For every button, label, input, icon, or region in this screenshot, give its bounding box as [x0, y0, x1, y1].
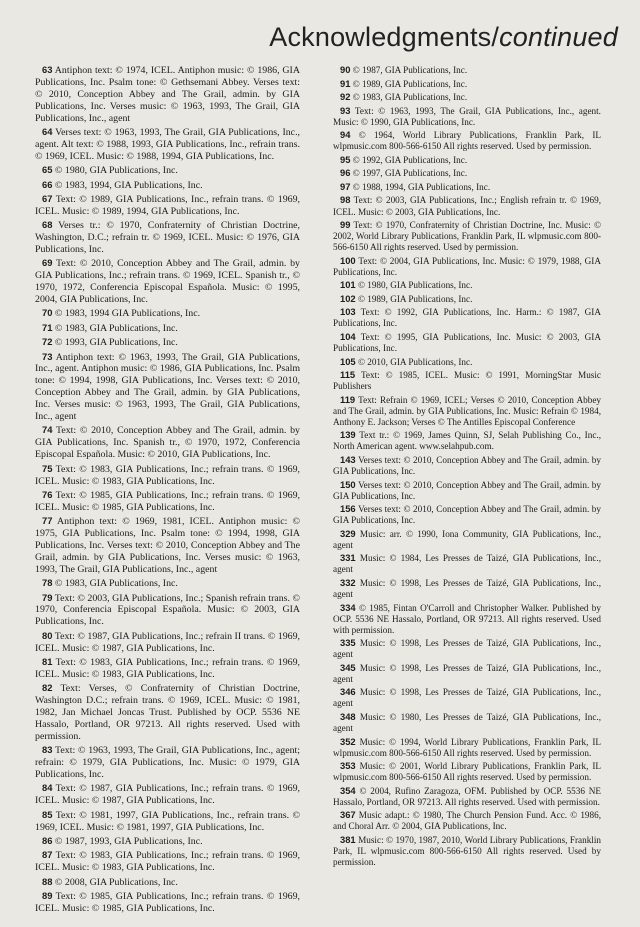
entry-text: Text: © 2003, GIA Publications, Inc.; Spanish refrain trans. © 1970, Conferencia Episcopal Española. Music: © 2003, GIA Publications, Inc.: [35, 592, 300, 628]
entry-text: Antiphon text: © 1969, 1981, ICEL. Antiphon music: © 1975, GIA Publications, Inc. Psalm tone: © 1994, 1998, GIA Publications, Inc. Verses text: © 2010, Conception Abbey and The Grail, admin. by GIA Publications, Inc. Verses music: © 1963, 1993, The Grail, GIA Publications, Inc., agent: [35, 516, 300, 575]
acknowledgment-entry: [333, 78, 601, 90]
entry-text: Antiphon text: © 1974, ICEL. Antiphon music: © 1986, GIA Publications, Inc. Psalm tone: © Gethsemani Abbey. Verses text: © 2010, Conception Abbey and The Grail, admin. by GIA Publications, Inc. Verses music: © 1963, 1993, The Grail, GIA Publications, Inc., agent: [35, 65, 300, 124]
entry-number: 68: [42, 219, 53, 231]
acknowledgment-entry: [35, 577, 300, 590]
acknowledgment-entry: [35, 126, 300, 163]
acknowledgment-entry: [35, 592, 300, 629]
entry-text: Text: © 1995, GIA Publications, Inc. Music: © 2003, GIA Publications, Inc.: [333, 331, 601, 354]
entry-number: 83: [42, 744, 53, 756]
entry-text: Music: © 2001, World Library Publications, Franklin Park, IL wlpmusic.com 800-566-6150 All rights reserved. Used by permission.: [333, 761, 601, 783]
entry-number: 81: [42, 655, 53, 667]
entry-number: 82: [42, 682, 53, 694]
page-title-continued: continued: [499, 22, 618, 52]
entry-number: 334: [340, 601, 356, 613]
entry-number: 74: [42, 424, 53, 436]
entry-number: 150: [340, 478, 356, 490]
page-title-main: Acknowledgments/: [269, 22, 500, 52]
entry-text: © 1983, GIA Publications, Inc.: [352, 92, 468, 103]
entry-number: 85: [42, 808, 53, 820]
acknowledgment-entry: [35, 307, 300, 320]
entry-text: © 2010, GIA Publications, Inc.: [357, 356, 473, 367]
entry-number: 105: [340, 355, 356, 367]
entry-text: © 2008, GIA Publications, Inc.: [54, 876, 178, 888]
entry-text: Text: © 2003, GIA Publications, Inc.; English refrain tr. © 1969, ICEL. Music: © 2003, GIA Publications, Inc.: [333, 195, 601, 217]
acknowledgment-entry: [333, 662, 601, 685]
acknowledgment-entry: [35, 744, 300, 781]
acknowledgment-entry: [35, 515, 300, 575]
acknowledgment-entry: [333, 167, 601, 179]
entry-text: Music: © 1998, Les Presses de Taizé, GIA Publications, Inc., agent: [333, 638, 602, 660]
entry-text: Text: © 1985, GIA Publications, Inc.; refrain trans. © 1969, ICEL. Music: © 1985, GIA Publications, Inc.: [35, 489, 300, 513]
page-title: [269, 22, 618, 53]
entry-number: 78: [42, 577, 53, 589]
entry-text: Music adapt.: © 1980, The Church Pension Fund. Acc. © 1986, and Choral Arr. © 2004, GIA Publications, Inc.: [333, 810, 601, 832]
acknowledgment-entry: [35, 876, 300, 889]
acknowledgment-entry: [333, 356, 601, 368]
entry-text: Music: © 1980, Les Presses de Taizé, GIA Publications, Inc., agent: [333, 711, 602, 733]
entry-number: 331: [340, 552, 356, 564]
acknowledgment-entry: [333, 637, 601, 660]
entry-number: 72: [42, 336, 53, 348]
entry-text: © 1983, GIA Publications, Inc.: [54, 322, 178, 334]
entry-number: 329: [340, 527, 356, 539]
acknowledgment-entry: [333, 429, 601, 452]
entry-number: 63: [42, 64, 53, 75]
entry-text: Text: © 1963, 1993, The Grail, GIA Publications, Inc., agent. Music: © 1990, GIA Publications, Inc.: [333, 105, 601, 127]
acknowledgment-entry: [333, 394, 601, 428]
acknowledgment-entry: [35, 179, 300, 192]
acknowledgment-entry: [35, 351, 300, 423]
acknowledgment-entry: [333, 105, 601, 128]
entry-number: 79: [42, 591, 53, 603]
acknowledgment-entry: [333, 219, 601, 253]
entry-number: 92: [340, 91, 351, 103]
acknowledgment-entry: [333, 331, 601, 354]
acknowledgment-entry: [35, 164, 300, 177]
entry-text: Verses text: © 2010, Conception Abbey and The Grail, admin. by GIA Publications, Inc.: [333, 454, 601, 476]
acknowledgment-entry: [35, 322, 300, 335]
entry-text: Music: © 1970, 1987, 2010, World Library Publications, Franklin Park, IL wlpmusic.com 800-566-6150 All rights reserved. Used by permission.: [333, 834, 602, 867]
entry-number: 66: [42, 178, 53, 190]
acknowledgment-entry: [333, 809, 601, 832]
entry-text: Music: © 1998, Les Presses de Taizé, GIA Publications, Inc., agent: [333, 577, 602, 599]
entry-text: Verses text: © 2010, Conception Abbey and The Grail, admin. by GIA Publications, Inc.: [333, 479, 601, 501]
acknowledgment-entry: [333, 479, 601, 502]
entry-number: 88: [42, 875, 53, 887]
entry-text: © 1983, GIA Publications, Inc.: [54, 578, 178, 590]
acknowledgment-entry: [35, 219, 300, 256]
entry-number: 345: [340, 661, 356, 673]
entry-text: Text: © 1983, GIA Publications, Inc.; refrain trans. © 1969, ICEL. Music: © 1983, GIA Publications, Inc.: [35, 850, 300, 874]
entry-text: © 1983, 1994 GIA Publications, Inc.: [54, 308, 201, 320]
entry-text: Music: © 1998, Les Presses de Taizé, GIA Publications, Inc., agent: [333, 662, 602, 684]
entry-text: © 1997, GIA Publications, Inc.: [352, 168, 468, 179]
entry-number: 332: [340, 576, 356, 588]
acknowledgment-entry: [35, 782, 300, 807]
entry-number: 119: [340, 393, 356, 405]
entry-number: 67: [42, 192, 53, 204]
entry-number: 70: [42, 307, 53, 319]
entry-text: Text: © 1985, ICEL. Music: © 1991, MorningStar Music Publishers: [333, 370, 601, 392]
entry-text: Text: © 1970, Confraternity of Christian Doctrine, Inc. Music: © 2002, World Library Publications, Franklin Park, IL wlpmusic.com 800-566-6150 All rights reserved. Used by permission.: [333, 220, 601, 253]
entry-number: 353: [340, 760, 356, 772]
entry-number: 90: [340, 64, 351, 75]
entry-text: Text: © 1983, GIA Publications, Inc.; refrain trans. © 1969, ICEL. Music: © 1983, GIA Publications, Inc.: [35, 463, 300, 487]
acknowledgment-entry: [333, 711, 601, 734]
acknowledgment-entry: [333, 686, 601, 709]
entry-text: Text: © 1989, GIA Publications, Inc., refrain trans. © 1969, ICEL. Music: © 1989, 1994, GIA Publications, Inc.: [35, 193, 300, 217]
entry-text: © 1980, GIA Publications, Inc.: [54, 165, 178, 177]
acknowledgment-entry: [333, 369, 601, 392]
entry-number: 348: [340, 710, 356, 722]
entry-text: Antiphon text: © 1963, 1993, The Grail, GIA Publications, Inc., agent. Antiphon music: © 1986, GIA Publications, Inc. Psalm tone: © 1994, 1998, GIA Publications, Inc. Verses text: © 2010, Conception Abbey and The Grail, admin. by GIA Publications, Inc. Verses music: © 1963, 1993, The Grail, GIA Publications, Inc., agent: [35, 351, 300, 423]
acknowledgment-entry: [35, 656, 300, 681]
acknowledgment-entry: [35, 424, 300, 461]
entry-number: 97: [340, 180, 351, 192]
acknowledgment-entry: [333, 279, 601, 291]
entry-number: 95: [340, 153, 351, 165]
entry-text: Text: © 1963, 1993, The Grail, GIA Publications, Inc., agent; refrain: © 1979, GIA Publications, Inc. Music: © 1979, GIA Publications, Inc.: [35, 745, 301, 780]
entry-number: 115: [340, 369, 356, 381]
entry-text: Text: © 2010, Conception Abbey and The Grail, admin. by GIA Publications, Inc. Spanish tr., © 1970, 1972, Conferencia Episcopal Española. Music: © 2010, GIA Publications, Inc.: [35, 425, 300, 461]
entry-text: © 1964, World Library Publications, Franklin Park, IL wlpmusic.com 800-566-6150 All rights reserved. Used by permission.: [333, 130, 601, 152]
entry-text: © 1992, GIA Publications, Inc.: [352, 154, 468, 165]
entry-number: 80: [42, 629, 53, 641]
acknowledgment-entry: [35, 193, 300, 218]
entry-text: © 1985, Fintan O'Carroll and Christopher Walker. Published by OCP. 5536 NE Hassalo, Portland, OR 97213. All rights reserved. Used with permission.: [333, 602, 601, 635]
acknowledgment-entry: [333, 577, 601, 600]
entry-text: Verses text: © 2010, Conception Abbey and The Grail, admin. by GIA Publications, Inc.: [333, 504, 601, 526]
entry-text: Text: © 1987, GIA Publications, Inc.; refrain II trans. © 1969, ICEL. Music: © 1987, GIA Publications, Inc.: [35, 630, 300, 654]
right-column: [333, 64, 601, 870]
entry-text: Text: © 1992, GIA Publications, Inc. Harm.: © 1987, GIA Publications, Inc.: [333, 307, 601, 329]
acknowledgment-entry: [35, 257, 300, 306]
entry-text: Verses text: © 1963, 1993, The Grail, GIA Publications, Inc., agent. Alt text: © 1988, 1993, GIA Publications, Inc., refrain trans. © 1969, ICEL. Music: © 1988, 1994, GIA Publications, Inc.: [35, 126, 301, 162]
acknowledgment-entry: [35, 64, 300, 124]
entry-number: 93: [340, 104, 351, 116]
entry-text: Verses tr.: © 1970, Confraternity of Christian Doctrine, Washington, D.C.; refrain tr. © 1969, ICEL. Music: © 1976, GIA Publications, Inc.: [35, 220, 300, 255]
entry-number: 89: [42, 890, 53, 901]
entry-text: Text: © 1987, GIA Publications, Inc.; refrain trans. © 1969, ICEL. Music: © 1987, GIA Publications, Inc.: [35, 783, 300, 807]
acknowledgment-entry: [333, 91, 601, 103]
acknowledgment-entry: [35, 336, 300, 349]
entry-number: 99: [340, 219, 351, 231]
entry-text: Music: © 1998, Les Presses de Taizé, GIA Publications, Inc., agent: [333, 687, 602, 709]
entry-number: 346: [340, 686, 356, 698]
acknowledgment-entry: [333, 129, 601, 152]
acknowledgment-entry: [35, 890, 300, 915]
acknowledgment-entry: [333, 255, 601, 278]
entry-number: 69: [42, 257, 53, 269]
entry-text: © 1989, GIA Publications, Inc.: [357, 293, 473, 304]
acknowledgment-entry: [35, 682, 300, 742]
entry-number: 98: [340, 194, 351, 206]
entry-number: 102: [340, 292, 356, 304]
entry-text: Text: © 1981, 1997, GIA Publications, Inc., refrain trans. © 1969, ICEL. Music: © 1981, 1997, GIA Publications, Inc.: [35, 809, 300, 833]
entry-number: 76: [42, 488, 53, 500]
entry-number: 96: [340, 167, 351, 179]
entry-text: Music: © 1984, Les Presses de Taizé, GIA Publications, Inc., agent: [333, 553, 602, 575]
acknowledgment-entry: [35, 849, 300, 874]
entry-text: © 2004, Rufino Zaragoza, OFM. Published by OCP. 5536 NE Hassalo, Portland, OR 97213. All rights reserved. Used with permission.: [333, 785, 601, 807]
acknowledgment-entry: [333, 454, 601, 477]
acknowledgment-entry: [333, 785, 601, 808]
acknowledgment-entry: [333, 736, 601, 759]
entry-number: 100: [340, 254, 356, 266]
entry-text: © 1980, GIA Publications, Inc.: [357, 280, 473, 291]
acknowledgment-entry: [333, 834, 601, 868]
acknowledgment-entry: [333, 503, 601, 526]
entry-text: Text tr.: © 1969, James Quinn, SJ, Selah Publishing Co., Inc., North American agent. www.selahpub.com.: [333, 430, 601, 452]
entry-text: © 1987, 1993, GIA Publications, Inc.: [54, 835, 203, 847]
entry-text: © 1989, GIA Publications, Inc.: [352, 78, 468, 89]
entry-number: 352: [340, 735, 356, 747]
entry-number: 381: [340, 833, 356, 845]
entry-number: 156: [340, 503, 356, 515]
acknowledgment-entry: [35, 835, 300, 848]
acknowledgment-entry: [35, 463, 300, 488]
entry-text: © 1983, 1994, GIA Publications, Inc.: [54, 179, 203, 191]
entry-number: 367: [340, 809, 356, 821]
acknowledgment-entry: [333, 64, 601, 76]
entry-text: Text: Verses, © Confraternity of Christian Doctrine, Washington D.C.; refrain trans. © 1969, ICEL. Music: © 1981, 1982, Jan Michael Joncas Trust. Published by OCP. 5536 NE Hassalo, Portland, OR 97213. All rights reserved. Used with permission.: [35, 683, 300, 742]
entry-number: 64: [42, 125, 53, 137]
entry-number: 94: [340, 129, 351, 141]
acknowledgment-entry: [333, 181, 601, 193]
entry-text: Music: arr. © 1990, Iona Community, GIA Publications, Inc., agent: [333, 528, 601, 550]
entry-number: 77: [42, 515, 53, 527]
entry-text: Text: © 2004, GIA Publications, Inc. Music: © 1979, 1988, GIA Publications, Inc.: [333, 255, 601, 277]
entry-text: Text: Refrain © 1969, ICEL; Verses © 2010, Conception Abbey and The Grail, admin. by GIA Publications, Inc. Music: Refrain © 1984, Anthony E. Jackson; Verses © The Antilles Episcopal Conference: [333, 394, 601, 427]
entry-number: 103: [340, 306, 356, 318]
entry-number: 335: [340, 637, 356, 649]
entry-text: © 1988, 1994, GIA Publications, Inc.: [352, 181, 491, 192]
left-column: [35, 64, 300, 916]
entry-text: Text: © 2010, Conception Abbey and The Grail, admin. by GIA Publications, Inc.; refrain trans. © 1969, ICEL. Spanish tr., © 1970, 1972, Conferencia Episcopal Española. Music: © 1995, 2004, GIA Publications, Inc.: [35, 258, 300, 306]
entry-text: Music: © 1994, World Library Publications, Franklin Park, IL wlpmusic.com 800-566-6150 All rights reserved. Used by permission.: [333, 736, 601, 758]
acknowledgment-entry: [333, 602, 601, 636]
entry-number: 71: [42, 321, 53, 333]
acknowledgment-entry: [333, 154, 601, 166]
acknowledgment-entry: [333, 194, 601, 217]
entry-number: 354: [340, 784, 356, 796]
entry-number: 143: [340, 453, 356, 465]
entry-number: 73: [42, 350, 53, 362]
entry-number: 87: [42, 849, 53, 861]
acknowledgment-entry: [333, 528, 601, 551]
entry-number: 139: [340, 429, 356, 441]
entry-text: Text: © 1985, GIA Publications, Inc.; refrain trans. © 1969, ICEL. Music: © 1985, GIA Publications, Inc.: [35, 891, 300, 914]
acknowledgment-entry: [333, 306, 601, 329]
entry-number: 86: [42, 834, 53, 846]
entry-text: Text: © 1983, GIA Publications, Inc.; refrain trans. © 1969, ICEL. Music: © 1983, GIA Publications, Inc.: [35, 656, 300, 680]
entry-text: © 1993, GIA Publications, Inc.: [54, 337, 178, 349]
entry-number: 101: [340, 279, 356, 291]
acknowledgment-entry: [333, 760, 601, 783]
entry-number: 75: [42, 462, 53, 474]
entry-number: 65: [42, 164, 53, 176]
acknowledgment-entry: [333, 552, 601, 575]
acknowledgment-entry: [35, 630, 300, 655]
entry-text: © 1987, GIA Publications, Inc.: [352, 65, 468, 75]
entry-number: 104: [340, 330, 356, 342]
acknowledgment-entry: [35, 489, 300, 514]
acknowledgment-entry: [333, 293, 601, 305]
acknowledgment-entry: [35, 809, 300, 834]
entry-number: 91: [340, 77, 351, 89]
entry-number: 84: [42, 782, 53, 794]
